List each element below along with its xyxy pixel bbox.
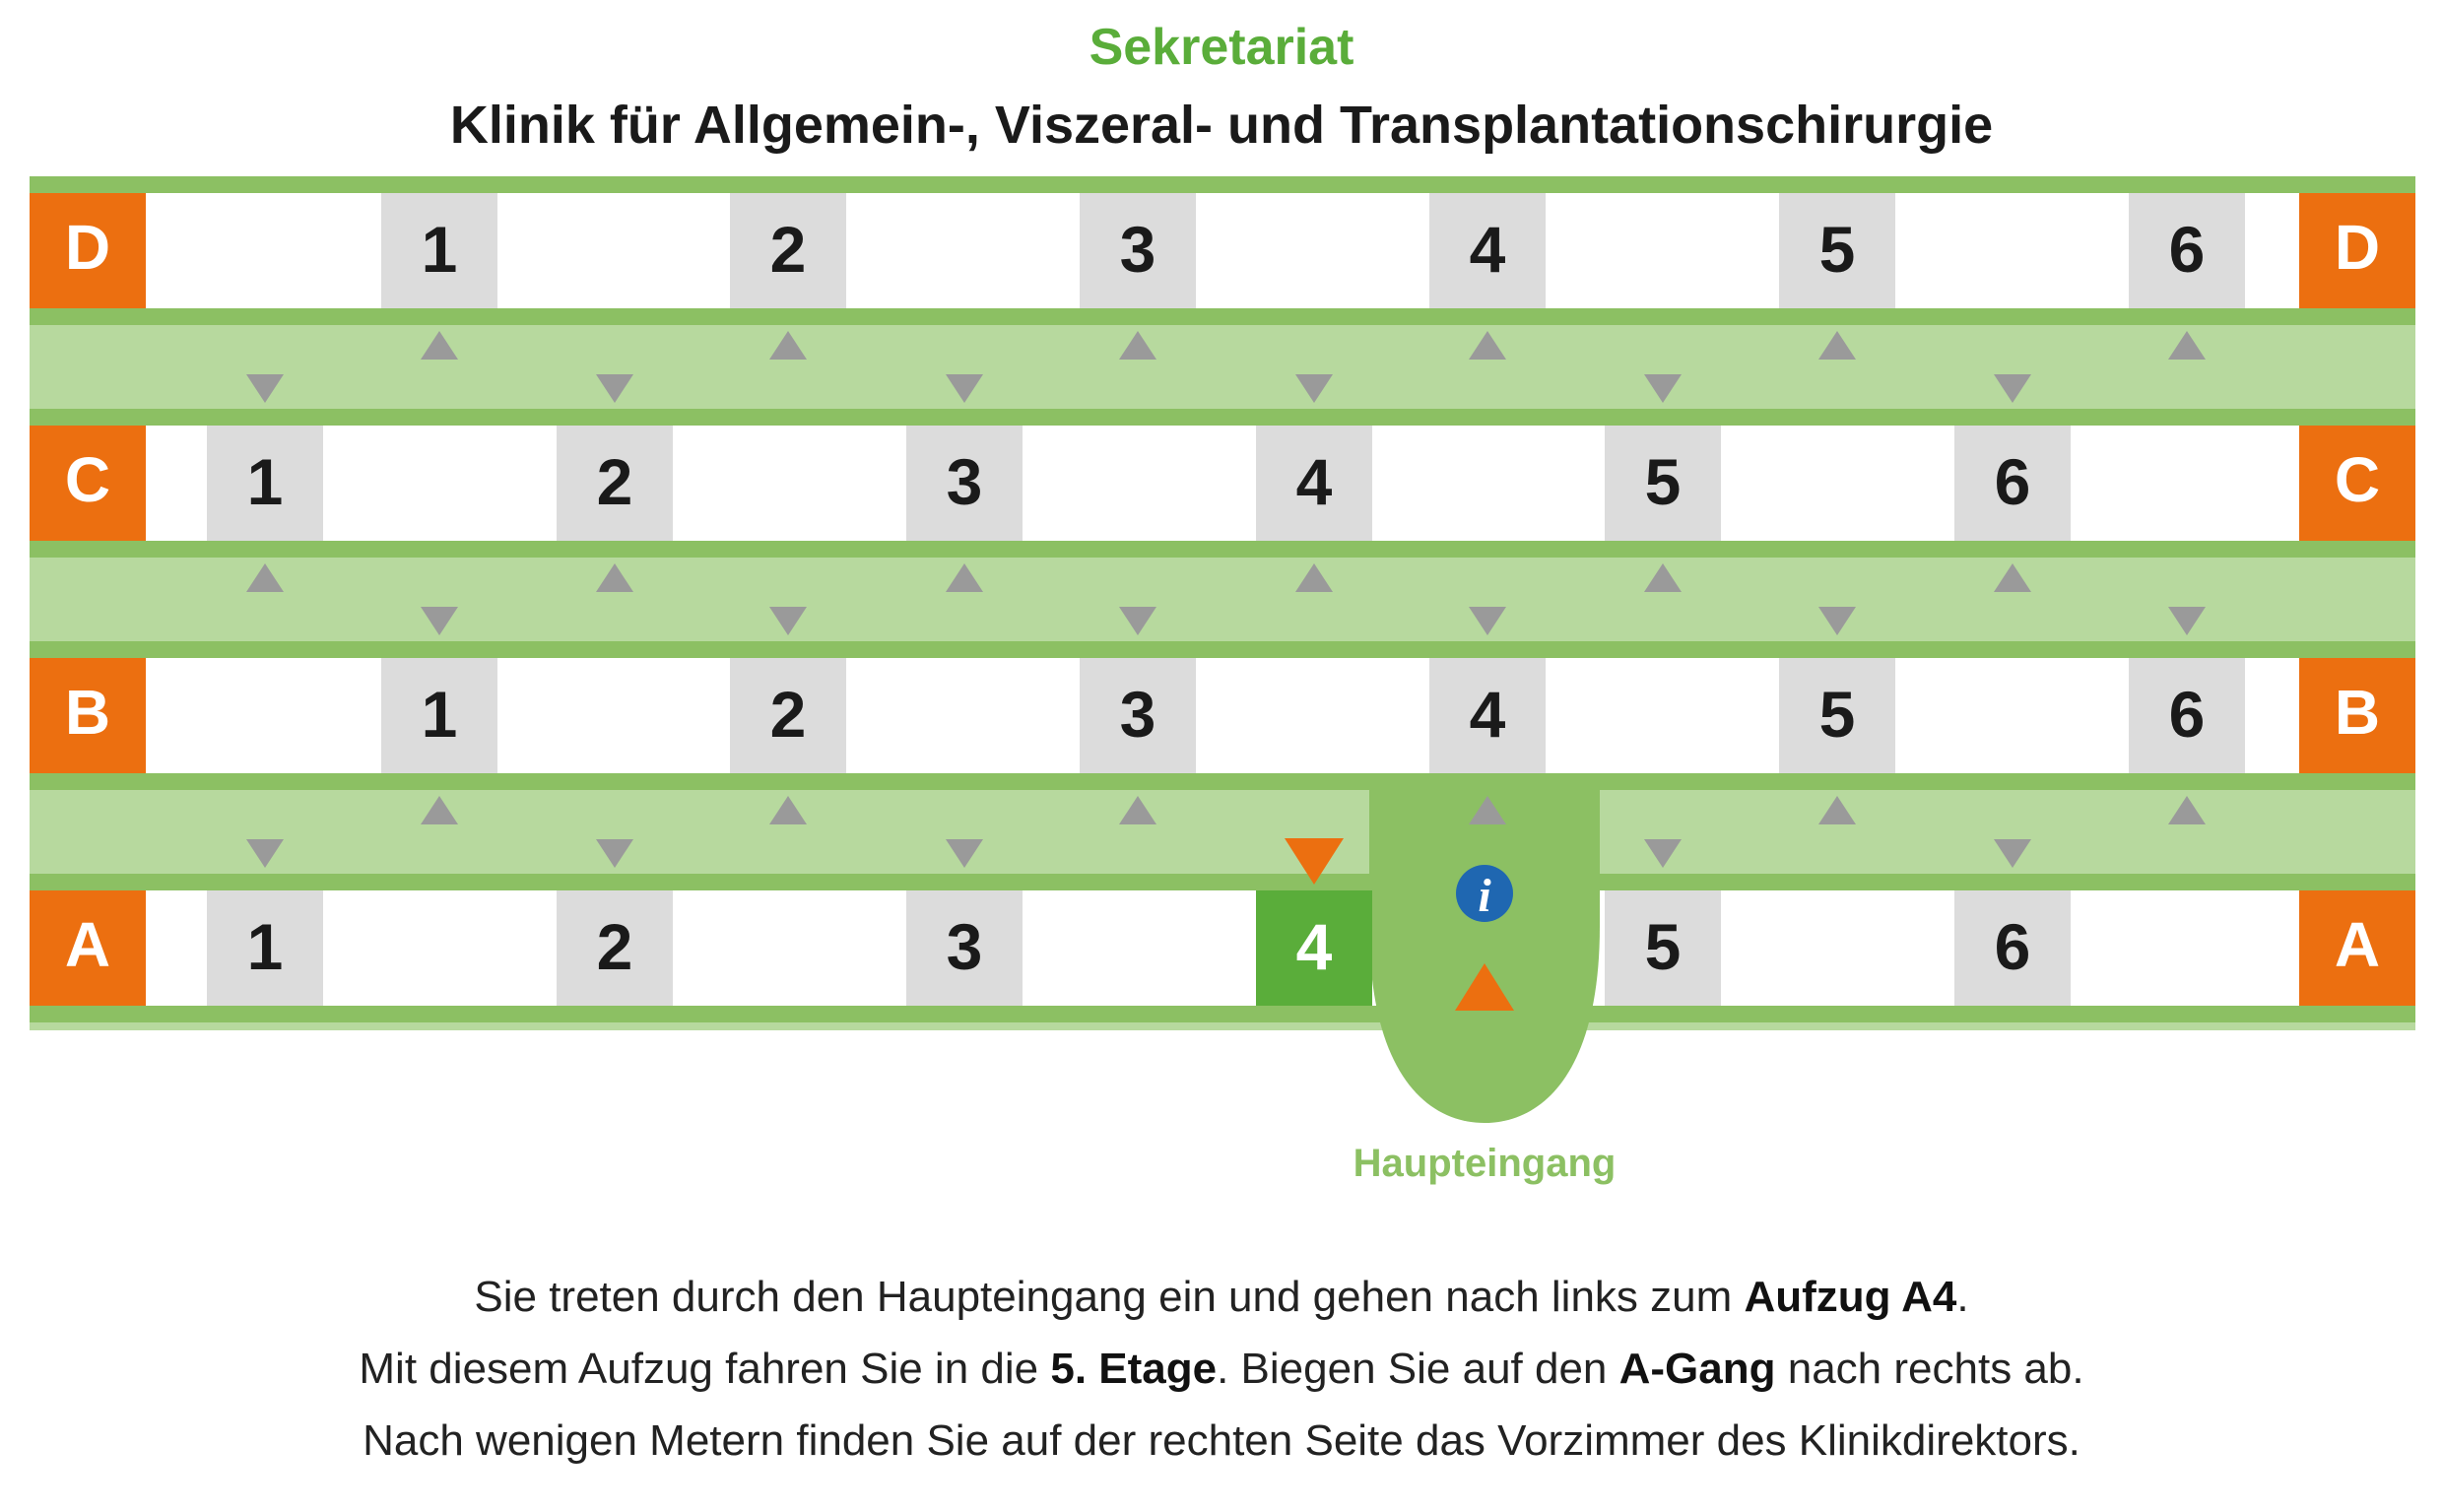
wing-b-right-label: B [2334, 677, 2381, 748]
elevator-c2-label: 2 [596, 445, 633, 518]
wing-c-right-label: C [2334, 444, 2381, 515]
elevator-c4-label: 4 [1295, 445, 1333, 518]
info-icon-glyph: i [1478, 870, 1491, 922]
elevator-d2-label: 2 [769, 213, 807, 286]
wing-b-left-label: B [64, 677, 111, 748]
directions-line-1-end: . [1956, 1273, 1969, 1321]
elevator-b3-label: 3 [1119, 678, 1156, 751]
page-subtitle: Klinik für Allgemein-, Viszeral- und Transplantationschirurgie [449, 96, 1994, 155]
elevator-a4-label: 4 [1295, 910, 1333, 983]
elevator-b4-label: 4 [1469, 678, 1506, 751]
elevator-d6-label: 6 [2168, 213, 2206, 286]
wing-d-right-label: D [2334, 212, 2381, 283]
elevator-b1-label: 1 [421, 678, 458, 751]
elevator-a3-label: 3 [946, 910, 983, 983]
wing-a-left-label: A [64, 909, 111, 980]
directions-elevator-highlight: Aufzug A4 [1744, 1273, 1957, 1321]
directions-line-3: Nach wenigen Metern finden Sie auf der rechten Seite das Vorzimmer des Klinikdirektors. [363, 1416, 2080, 1465]
elevator-a1-label: 1 [246, 910, 284, 983]
elevator-a5-label: 5 [1644, 910, 1682, 983]
directions-line-1-text: Sie treten durch den Haupteingang ein und gehen nach links zum [474, 1273, 1745, 1321]
elevator-d5-label: 5 [1818, 213, 1856, 286]
elevator-d1-label: 1 [421, 213, 458, 286]
elevator-d4-label: 4 [1469, 213, 1506, 286]
directions-text [0, 1261, 2443, 1477]
elevator-b2-label: 2 [769, 678, 807, 751]
directions-line-1 [0, 1261, 2443, 1333]
elevator-c6-label: 6 [1994, 445, 2031, 518]
elevator-b5-label: 5 [1818, 678, 1856, 751]
wing-a-right-label: A [2334, 909, 2381, 980]
elevator-c5-label: 5 [1644, 445, 1682, 518]
elevator-d3-label: 3 [1119, 213, 1156, 286]
directions-line-2-text: Mit diesem Aufzug fahren Sie in die [359, 1345, 1051, 1393]
wing-c-left-label: C [64, 444, 111, 515]
elevator-a2-label: 2 [596, 910, 633, 983]
elevator-a6-label: 6 [1994, 910, 2031, 983]
directions-line-2 [0, 1333, 2443, 1405]
elevator-c1-label: 1 [246, 445, 284, 518]
main-entrance [1369, 776, 1600, 1123]
directions-corridor-highlight: A-Gang [1618, 1345, 1776, 1393]
elevator-b6-label: 6 [2168, 678, 2206, 751]
wing-d-left-label: D [64, 212, 111, 283]
directions-line-2-end: nach rechts ab. [1775, 1345, 2084, 1393]
page-title: Sekretariat [1089, 19, 1354, 76]
main-entrance-label: Haupteingang [1353, 1142, 1617, 1185]
directions-line-2-middle: . Biegen Sie auf den [1217, 1345, 1619, 1393]
elevator-c3-label: 3 [946, 445, 983, 518]
directions-floor-highlight: 5. Etage [1050, 1345, 1218, 1393]
